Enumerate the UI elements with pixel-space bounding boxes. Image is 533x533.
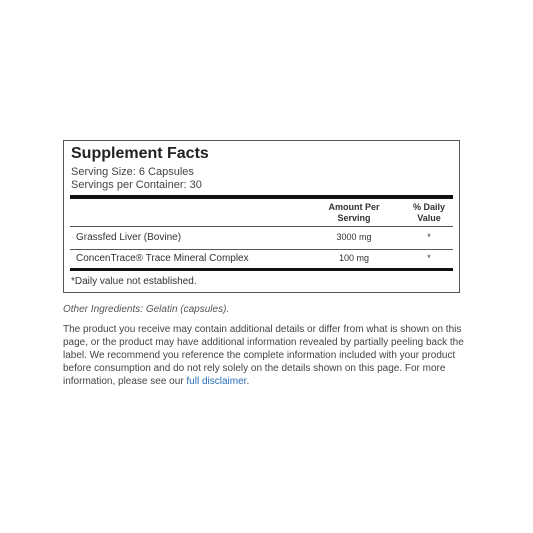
servings-per-container: Servings per Container: 30 xyxy=(71,179,202,191)
column-header-dv-line2: Value xyxy=(417,213,441,223)
column-header-daily-value xyxy=(399,202,459,224)
ingredient-amount: 3000 mg xyxy=(336,232,372,242)
ingredient-name: Grassfed Liver (Bovine) xyxy=(76,232,182,243)
disclaimer-text xyxy=(63,323,468,388)
serving-size: Serving Size: 6 Capsules xyxy=(71,166,194,178)
column-header-amount xyxy=(314,202,394,224)
column-header-amount-line2: Serving xyxy=(337,213,371,223)
other-ingredients: Other Ingredients: Gelatin (capsules). xyxy=(63,304,230,315)
thick-divider-top xyxy=(70,195,453,199)
supplement-facts-panel xyxy=(63,140,460,293)
ingredient-name: ConcenTrace® Trace Mineral Complex xyxy=(76,253,249,264)
disclaimer-body: The product you receive may contain additional details or differ from what is shown on this page, or the product may have additional information revealed by partially peeling back the label. We recommend you reference the complete information included with your product before consumption and do not rely solely on the details shown on this page. For more information, please see our xyxy=(63,324,464,387)
ingredient-daily-value: * xyxy=(427,253,431,263)
header-divider xyxy=(70,226,453,227)
row-divider xyxy=(70,249,453,250)
facts-title: Supplement Facts xyxy=(71,145,209,162)
column-header-dv-line1: % Daily xyxy=(412,202,445,212)
daily-value-footnote: *Daily value not established. xyxy=(71,276,197,287)
disclaimer-end: . xyxy=(246,376,250,387)
ingredient-daily-value: * xyxy=(427,232,431,242)
thick-divider-bottom xyxy=(70,268,453,271)
full-disclaimer-link[interactable]: full disclaimer xyxy=(186,376,247,387)
ingredient-amount: 100 mg xyxy=(338,253,370,263)
column-header-amount-line1: Amount Per xyxy=(328,202,380,212)
